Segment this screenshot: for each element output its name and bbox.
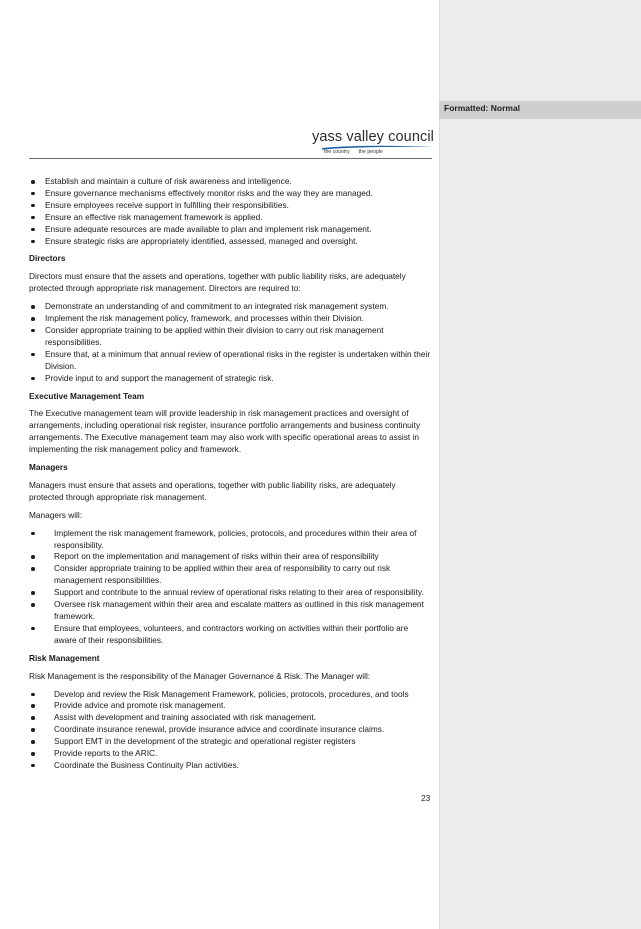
list-item: Provide input to and support the management of strategic risk. [29,373,432,385]
document-body [29,176,432,772]
logo-name: yass valley council [312,129,434,145]
section-heading-risk-management: Risk Management [29,652,100,663]
logo-tag-people: the people [358,149,383,155]
list-item: Demonstrate an understanding of and commitment to an integrated risk management system. [29,301,432,313]
managers-paragraph: Managers must ensure that assets and operations, together with public liability risks, are adequately protected through appropriate risk management. [29,479,396,502]
comment-pane [439,0,641,929]
section-heading-directors: Directors [29,253,66,264]
list-item: Consider appropriate training to be applied within their area of responsibility to carry out risk management responsibilities. [29,563,432,587]
list-item: Ensure strategic risks are appropriately identified, assessed, managed and oversight. [29,236,432,248]
list-item: Develop and review the Risk Management Framework, policies, protocols, procedures, and tools [29,689,432,701]
list-item: Implement the risk management framework, policies, protocols, and procedures within their area of responsibility. [29,528,432,552]
managers-will: Managers will: [29,509,83,520]
directors-list [29,301,432,384]
list-item: Support EMT in the development of the strategic and operational register registers [29,736,432,748]
list-item: Ensure an effective risk management framework is applied. [29,212,432,224]
page-number: 23 [421,793,431,803]
comment-balloon-label: Formatted: Normal [444,103,521,113]
section-heading-emt: Executive Management Team [29,390,145,401]
emt-paragraph: The Executive management team will provide leadership in risk management practices and oversight of arrangements, including operational risk register, insurance portfolio arrangements and business continuity arrangements. The Executive management team may also work with specific operational areas to assist in implementing the risk management policy and framework. [29,408,421,455]
list-item: Provide advice and promote risk management. [29,700,432,712]
list-item: Report on the implementation and management of risks within their area of responsibility [29,551,432,563]
list-item: Establish and maintain a culture of risk awareness and intelligence. [29,176,432,188]
council-logo [312,129,434,161]
risk-management-paragraph: Risk Management is the responsibility of the Manager Governance & Risk. The Manager will: [29,670,371,681]
list-item: Provide reports to the ARIC. [29,748,432,760]
list-item: Assist with development and training associated with risk management. [29,712,432,724]
directors-paragraph: Directors must ensure that the assets and operations, together with public liability risks, are adequately protected through appropriate risk management. Directors are required to: [29,271,406,294]
list-item: Coordinate the Business Continuity Plan activities. [29,760,432,772]
list-item: Ensure employees receive support in fulfilling their responsibilities. [29,200,432,212]
list-item: Implement the risk management policy, framework, and processes within their Division. [29,313,432,325]
list-item: Ensure that employees, volunteers, and contractors working on activities within their portfolio are aware of their responsibilities. [29,623,432,647]
logo-tagline [324,149,392,155]
header-rule [29,158,432,159]
list-item: Oversee risk management within their area and escalate matters as outlined in this risk management framework. [29,599,432,623]
list-item: Coordinate insurance renewal, provide insurance advice and coordinate insurance claims. [29,724,432,736]
list-item: Ensure governance mechanisms effectively monitor risks and the way they are managed. [29,188,432,200]
list-item: Ensure adequate resources are made available to plan and implement risk management. [29,224,432,236]
intro-list [29,176,432,247]
list-item: Consider appropriate training to be applied within their division to carry out risk management responsibilities. [29,325,432,349]
risk-management-list [29,689,432,772]
list-item: Ensure that, at a minimum that annual review of operational risks in the register is undertaken within their Division. [29,349,432,373]
managers-list [29,528,432,647]
logo-tag-country: the country [324,149,350,155]
section-heading-managers: Managers [29,462,68,473]
list-item: Support and contribute to the annual review of operational risks relating to their area of responsibility. [29,587,432,599]
